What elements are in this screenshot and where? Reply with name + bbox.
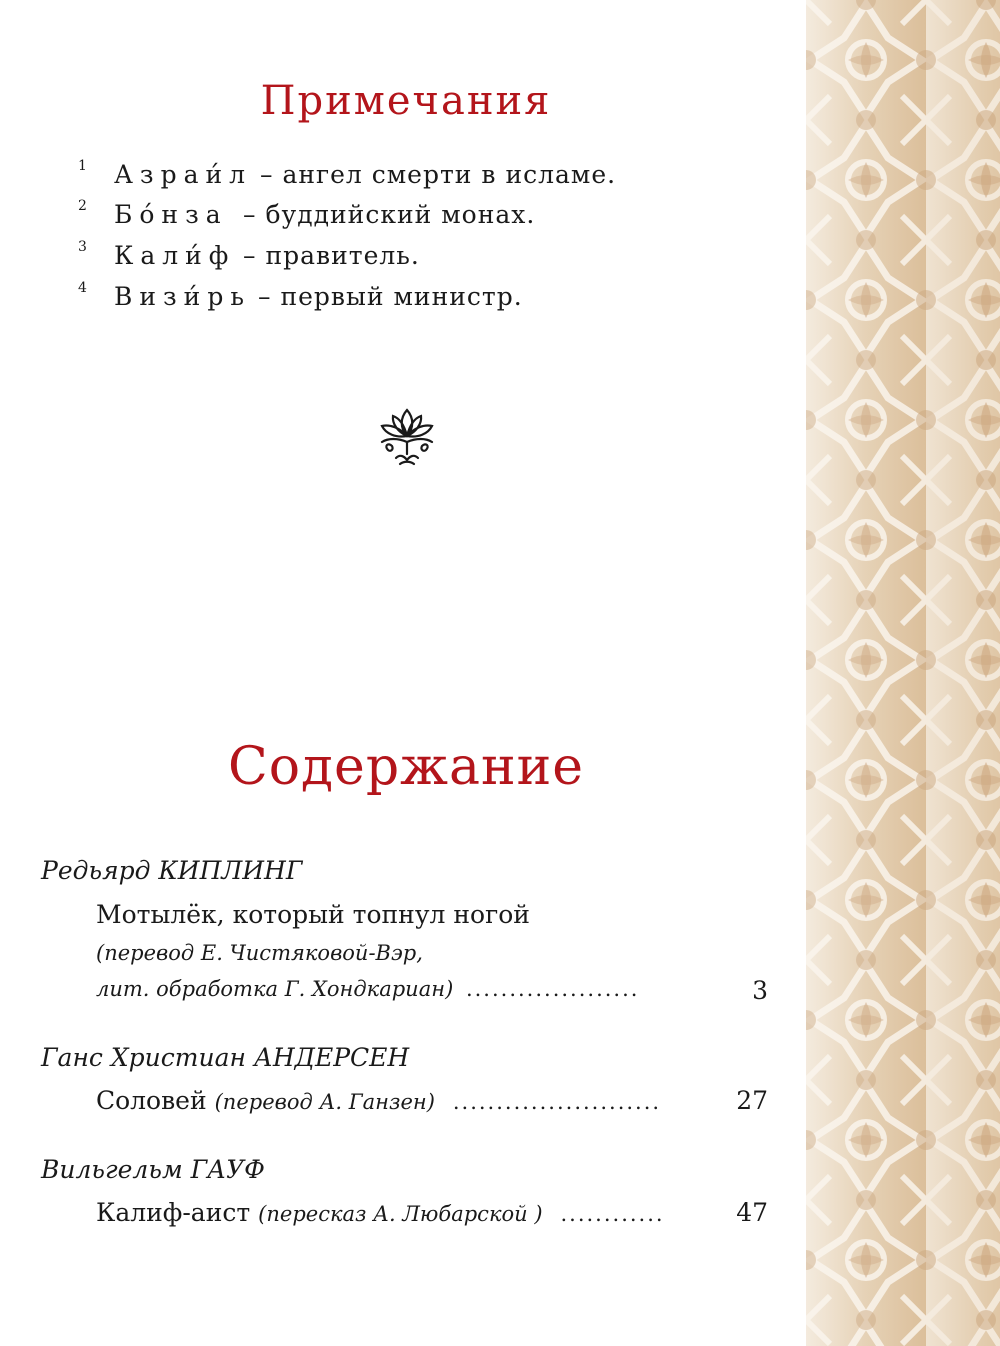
toc-work-title: Калиф-аист bbox=[96, 1198, 251, 1227]
note-number: 4 bbox=[78, 280, 87, 296]
toc-dot-leader: .................... bbox=[465, 977, 640, 1001]
toc-author: Ганс Христиан АНДЕРСЕН bbox=[41, 1043, 410, 1072]
toc-translation-note: (перевод А. Ганзен) bbox=[214, 1090, 435, 1114]
note-term: Кали́ф bbox=[114, 241, 236, 270]
toc-page-number: 3 bbox=[752, 976, 768, 1005]
toc-dot-leader: ............ bbox=[560, 1202, 665, 1226]
arabesque-ornament-strip bbox=[806, 0, 1000, 1346]
toc-work-title: Соловей bbox=[96, 1086, 207, 1115]
note-number: 3 bbox=[78, 239, 87, 255]
note-definition: – буддийский монах. bbox=[243, 200, 536, 229]
toc-entry[interactable] bbox=[96, 1198, 665, 1227]
contents-heading: Содержание bbox=[227, 737, 585, 797]
note-number: 2 bbox=[78, 198, 87, 214]
toc-author: Редьярд КИПЛИНГ bbox=[41, 856, 303, 885]
note-term: Бо́нза bbox=[114, 200, 228, 229]
toc-translation-note: (перевод Е. Чистяковой-Вэр, bbox=[96, 941, 423, 965]
toc-translation-note: (пересказ А. Любарской ) bbox=[258, 1202, 543, 1226]
note-term: Азраи́л bbox=[114, 160, 253, 189]
toc-entry[interactable] bbox=[96, 1086, 661, 1115]
toc-translation-note bbox=[96, 977, 639, 1001]
toc-translation-note-line: лит. обработка Г. Хондкариан) bbox=[96, 977, 454, 1001]
notes-heading: Примечания bbox=[260, 78, 552, 124]
note-definition: – ангел смерти в исламе. bbox=[260, 160, 617, 189]
lotus-icon bbox=[374, 404, 440, 470]
note-definition: – первый министр. bbox=[258, 282, 523, 311]
note-definition: – правитель. bbox=[243, 241, 420, 270]
note-number: 1 bbox=[78, 158, 87, 174]
toc-page-number: 27 bbox=[736, 1086, 768, 1115]
toc-dot-leader: ........................ bbox=[452, 1090, 662, 1114]
toc-author: Вильгельм ГАУФ bbox=[41, 1155, 265, 1184]
note-term: Визи́рь bbox=[114, 282, 251, 311]
toc-page-number: 47 bbox=[736, 1198, 768, 1227]
toc-work-title: Мотылёк, который топнул ногой bbox=[96, 900, 530, 929]
